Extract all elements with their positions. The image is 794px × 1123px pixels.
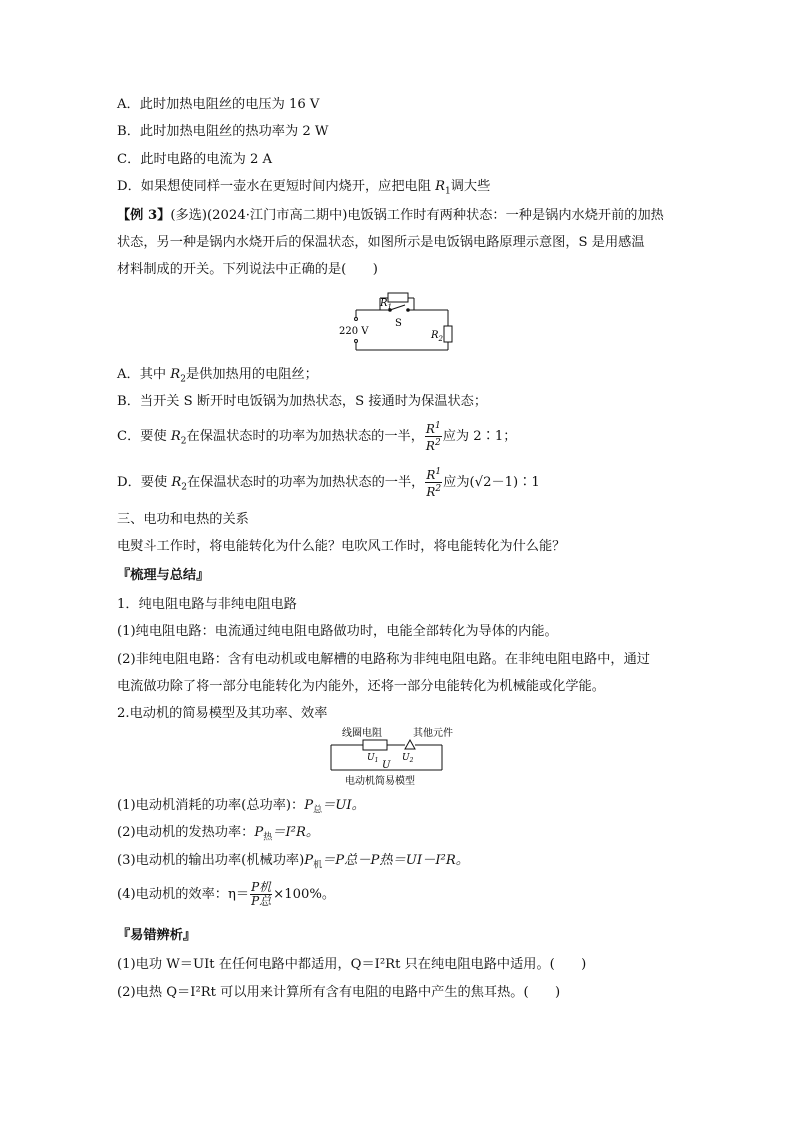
option2-c-sub: 2 — [180, 436, 187, 447]
formula-2-p: P — [254, 825, 264, 840]
option-c: C．此时电路的电流为 2 A — [117, 152, 273, 167]
option-a: A．此时加热电阻丝的电压为 16 V — [117, 97, 320, 112]
option2-d-var: R — [171, 475, 182, 490]
option2-d-sub: 2 — [181, 482, 187, 493]
option-d-var: R — [435, 179, 446, 194]
formula-1 — [117, 797, 365, 820]
option2-d-fraction: $\frac{R^1}{R^2}$ — [426, 467, 442, 499]
option2-d-pre: D．要使 — [117, 475, 172, 490]
example3-text1: (多选)(2024·江门市高二期中)电饭锅工作时有两种状态：一种是锅内水烧开前的加热 — [170, 208, 664, 223]
summary-header: 『梳理与总结』 — [117, 568, 210, 583]
summary-item1b-line1: (2)非纯电阻电路：含有电动机或电解槽的电路称为非纯电阻电路。在非纯电阻电路中，通过 — [117, 652, 650, 667]
option2-c-mid: 在保温状态时的功率为加热状态的一半， — [186, 429, 424, 444]
r1-label: $R_1$ — [380, 298, 392, 311]
coil-label: 线圈电阻 — [342, 728, 382, 739]
option-d — [117, 178, 490, 201]
example3-line2: 状态，另一种是锅内水烧开后的保温状态，如图所示是电饭锅电路原理示意图，S 是用感温 — [117, 235, 645, 250]
option2-c — [117, 420, 516, 456]
formula-4-fraction: $\frac{\text{P机}}{\text{P总}}$ — [251, 880, 272, 908]
formula-2-rhs: ＝I²R。 — [272, 825, 320, 840]
formula-3-sub: 机 — [313, 860, 323, 871]
option2-a — [117, 366, 318, 389]
formula-2-pre: (2)电动机的发热功率： — [117, 825, 255, 840]
motor-model-caption: 电动机简易模型 — [345, 776, 415, 787]
option-d-post: 调大些 — [450, 179, 491, 194]
option2-c-post: 应为 2∶1； — [442, 429, 517, 444]
errors-header: 『易错辨析』 — [117, 928, 197, 943]
option2-c-fraction: $\frac{R^1}{R^2}$ — [425, 421, 441, 453]
summary-item1: 1．纯电阻电路与非纯电阻电路 — [117, 597, 297, 612]
formula-1-p: P — [304, 798, 314, 813]
summary-item1b-line2: 电流做功除了将一部分电能转化为内能外，还将一部分电能转化为机械能或化学能。 — [117, 679, 605, 694]
option2-d — [117, 466, 540, 502]
switch-label: S — [395, 318, 402, 329]
summary-item2: 2.电动机的简易模型及其功率、效率 — [117, 706, 328, 721]
option-d-sub: 1 — [445, 186, 451, 197]
formula-1-rhs: ＝UI。 — [322, 798, 365, 813]
r2-label: $R_2$ — [431, 330, 443, 343]
option2-a-pre: A．其中 — [117, 367, 171, 382]
switch-blade — [390, 305, 405, 310]
formula-2-sub: 热 — [263, 832, 273, 843]
option2-c-pre: C．要使 — [117, 429, 171, 444]
other-component — [405, 740, 415, 749]
rice-cooker-circuit — [330, 288, 470, 354]
u1-label: $U_1$ — [367, 753, 379, 764]
summary-item1a: (1)纯电阻电路：电流通过纯电阻电路做功时，电能全部转化为导体的内能。 — [117, 624, 558, 639]
option2-c-var: R — [170, 429, 181, 444]
formula-4-post: ×100%。 — [273, 887, 336, 902]
formula-3 — [117, 852, 469, 875]
coil-resistor — [363, 740, 387, 750]
formula-1-sub: 总 — [313, 805, 323, 816]
example3-label: 【例 3】 — [117, 208, 171, 223]
error-2: (2)电热 Q＝I²Rt 可以用来计算所有含有电阻的电路中产生的焦耳热。( ) — [117, 985, 561, 1000]
option2-a-post: 是供加热用的电阻丝； — [185, 367, 318, 382]
example3-line1 — [117, 207, 664, 225]
formula-4-pre: (4)电动机的效率：η＝ — [117, 887, 250, 902]
formula-3-pre: (3)电动机的输出功率(机械功率) — [117, 853, 305, 868]
option2-d-mid: 在保温状态时的功率为加热状态的一半， — [187, 475, 425, 490]
option2-a-var: R — [170, 367, 181, 382]
u2-label: $U_2$ — [402, 753, 414, 764]
other-label: 其他元件 — [413, 728, 453, 739]
option2-b: B．当开关 S 断开时电饭锅为加热状态，S 接通时为保温状态； — [117, 394, 488, 409]
section3-title: 三、电功和电热的关系 — [117, 512, 249, 527]
motor-model-diagram — [325, 726, 475, 792]
error-1: (1)电功 W＝UIt 在任何电路中都适用，Q＝I²Rt 只在纯电阻电路中适用。( ) — [117, 957, 587, 972]
formula-2 — [117, 824, 319, 847]
u-label: U — [382, 760, 391, 771]
formula-1-pre: (1)电动机消耗的功率(总功率)： — [117, 798, 305, 813]
formula-3-p: P — [304, 853, 314, 868]
option2-d-post: 应为(√2－1)∶1 — [443, 475, 540, 490]
section3-question: 电熨斗工作时，将电能转化为什么能？电吹风工作时，将电能转化为什么能？ — [117, 539, 566, 554]
option2-a-sub: 2 — [180, 374, 186, 385]
formula-4 — [117, 880, 335, 910]
formula-3-rhs: ＝P总－P热＝UI－I²R。 — [322, 853, 469, 868]
r1-resistor — [388, 293, 408, 302]
r2-resistor — [444, 326, 452, 342]
example3-line3: 材料制成的开关。下列说法中正确的是( ) — [117, 262, 378, 277]
voltage-label: 220 V — [339, 326, 369, 337]
option-d-pre: D．如果想使同样一壶水在更短时间内烧开，应把电阻 — [117, 179, 436, 194]
option-b: B．此时加热电阻丝的热功率为 2 W — [117, 124, 329, 139]
